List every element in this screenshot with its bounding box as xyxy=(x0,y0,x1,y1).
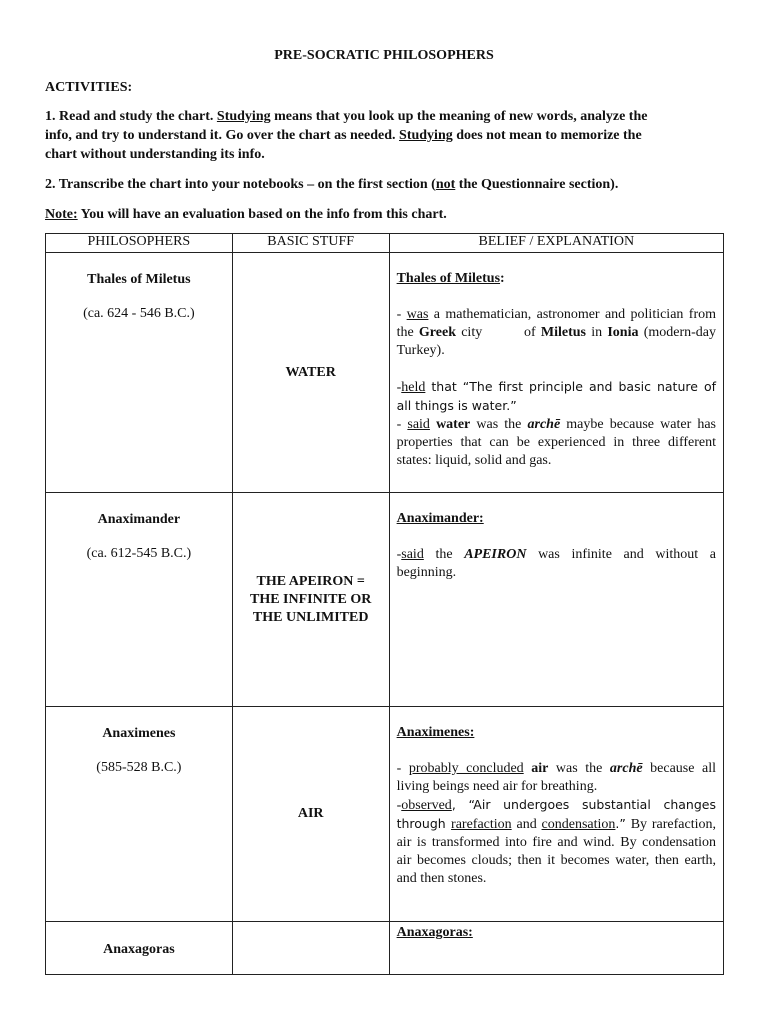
activity-item-2: 2. Transcribe the chart into your notebooks – on the first section (not the Questionnaire section). xyxy=(45,177,619,192)
philosopher-cell xyxy=(46,707,233,922)
philosopher-name: Anaximander xyxy=(97,512,181,527)
activities-heading: ACTIVITIES: xyxy=(45,80,133,95)
header-belief: BELIEF / EXPLANATION xyxy=(389,234,723,253)
belief-paragraph: -held that “The first principle and basic nature of all things is water.” xyxy=(396,379,716,413)
belief-cell xyxy=(389,922,723,975)
belief-cell xyxy=(389,493,723,707)
belief-cell xyxy=(389,707,723,922)
belief-paragraph: - probably concluded air was the archē because all living beings need air for breathing. xyxy=(396,761,717,794)
table-row xyxy=(46,707,724,922)
belief-paragraph: -said the APEIRON was infinite and without a beginning. xyxy=(396,547,716,580)
header-basic-stuff: BASIC STUFF xyxy=(232,234,389,253)
philosopher-cell xyxy=(46,922,233,975)
philosopher-cell xyxy=(46,253,233,493)
note-line: Note: You will have an evaluation based on the info from this chart. xyxy=(45,207,447,222)
belief-heading: Anaximander: xyxy=(396,511,484,526)
philosopher-name: Anaximenes xyxy=(102,726,176,741)
philosopher-dates: (ca. 612-545 B.C.) xyxy=(86,546,192,561)
belief-paragraph: -observed, “Air undergoes substantial changes through rarefaction and condensation.” By rarefaction, air is transformed into fire and wind. By condensation air becomes clouds; then it becomes water, then earth, and then stones. xyxy=(396,797,717,886)
basic-stuff-cell xyxy=(232,922,389,975)
basic-stuff-cell: WATER xyxy=(232,253,389,493)
philosopher-cell xyxy=(46,493,233,707)
table-row xyxy=(46,253,724,493)
belief-cell xyxy=(389,253,723,493)
philosophers-chart xyxy=(45,233,724,975)
belief-paragraph: - said water was the archē maybe because water has properties that can be experienced in three different states: liquid, solid and gas. xyxy=(396,417,717,468)
activity-item-1: 1. Read and study the chart. Studying means that you look up the meaning of new words, analyze the info, and try to understand it. Go over the chart as needed. Studying does not mean to memorize the chart without understanding its info. xyxy=(45,109,648,162)
belief-heading: Anaximenes: xyxy=(396,725,475,740)
philosopher-name: Anaxagoras xyxy=(103,942,175,957)
philosopher-dates: (585-528 B.C.) xyxy=(96,760,182,775)
belief-paragraph: - was a mathematician, astronomer and politician from the Greek city of Miletus in Ionia (modern-day Turkey). xyxy=(396,307,716,358)
philosopher-dates: (ca. 624 - 546 B.C.) xyxy=(83,306,195,321)
philosopher-name: Thales of Miletus xyxy=(87,272,191,287)
chart-header-row xyxy=(46,234,724,253)
belief-heading: Thales of Miletus: xyxy=(396,271,505,286)
page-title: PRE-SOCRATIC PHILOSOPHERS xyxy=(274,48,494,63)
table-row xyxy=(46,493,724,707)
belief-heading: Anaxagoras: xyxy=(396,925,473,940)
table-row xyxy=(46,922,724,975)
header-philosophers: PHILOSOPHERS xyxy=(46,234,233,253)
basic-stuff-cell: AIR xyxy=(232,707,389,922)
basic-stuff-cell: THE APEIRON = THE INFINITE OR THE UNLIMITED xyxy=(232,493,389,707)
